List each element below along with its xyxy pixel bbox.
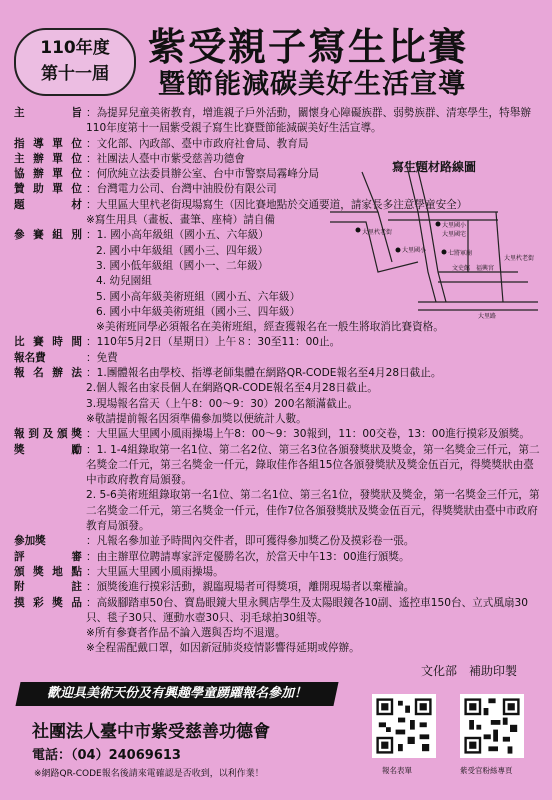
info-row <box>14 580 544 595</box>
info-label: 贊助單位 <box>14 183 82 196</box>
info-value: ※寫生用具（畫板、畫筆、座椅）請自備 <box>86 214 275 227</box>
info-value: ※全程需配戴口罩，如因新冠肺炎疫情影響得延期或停辦。 <box>86 642 360 655</box>
groups-label: 參賽組別 <box>14 229 82 242</box>
group-item: 2. 國小中年級組（國小三、四年級） <box>96 244 269 257</box>
info-row <box>14 443 544 489</box>
info-label: 評 審 <box>14 550 82 563</box>
info-value: ：1.團體報名由學校、指導老師集體在網路QR-CODE報名至4月28日截止。 <box>86 367 442 380</box>
map-label: 大里杙老街 <box>504 255 535 262</box>
signup-qr-caption: 報名表單 <box>382 766 412 775</box>
info-value: ：為提昇兒童美術教育，增進親子戶外活動，關懷身心障礙族群、弱勢族群、清寒學生，特舉辦110年度第十一屆紫受親子寫生比賽暨節能減碳美好生活宣導。 <box>86 107 531 135</box>
info-row <box>14 550 544 565</box>
info-value: ：文化部、內政部、臺中市政府社會局、教育局 <box>86 137 309 150</box>
info-row <box>14 366 544 381</box>
info-value: ※敬請提前報名因須準備參加獎以便統計人數。 <box>86 412 307 425</box>
map-label: 大里國宅 <box>442 231 467 238</box>
map-title: 寫生題材路線圖 <box>392 160 477 174</box>
info-row <box>14 626 544 641</box>
info-row <box>14 106 544 137</box>
info-label <box>14 412 86 427</box>
info-row <box>14 351 544 366</box>
group-item: 4. 幼兒園組 <box>96 275 152 288</box>
info-label: 獎 勵 <box>14 443 82 456</box>
group-item: ：1. 國小高年級組（國小五、六年級） <box>86 229 269 242</box>
signup-qr-code[interactable] <box>372 694 436 758</box>
info-row <box>14 565 544 580</box>
info-value: ：頒獎後進行摸彩活動，親臨現場者可得獎項，離開現場者以棄權論。 <box>86 581 415 594</box>
info-value: ※所有參賽者作品不論入選與否均不退還。 <box>86 627 286 640</box>
info-value: ：台灣電力公司、台灣中油股份有限公司 <box>86 183 277 196</box>
info-row <box>14 641 544 656</box>
info-label <box>14 488 86 534</box>
info-value: ：高級腳踏車50台、寶島眼鏡大里永興店學生及太陽眼鏡各10副、遙控車150台、立式風扇30只、毯子30只、運動水壺30只、羽毛球拍30組等。 <box>86 596 529 624</box>
sub-title: 暨節能減碳美好生活宣導 <box>158 69 466 100</box>
info-value: 2.個人報名由家長個人在網路QR-CODE報名至4月28日截止。 <box>86 382 378 395</box>
phone-number: 電話：（04）24069613 <box>32 748 181 763</box>
year-badge <box>14 28 136 96</box>
info-label <box>14 641 86 656</box>
info-value: ：凡報名參加並予時間內交件者，即可獲得參加獎乙份及摸彩卷一張。 <box>86 535 415 548</box>
credit-line: 文化部 補助印製 <box>421 664 518 678</box>
info-label <box>14 397 86 412</box>
info-label: 頒獎地點 <box>14 565 82 578</box>
info-value: ：何欣純立法委員辦公室、台中市警察局霧峰分局 <box>86 168 320 181</box>
badge-edition: 第十一屆 <box>41 64 109 84</box>
info-value: ：大里區大里杙老街現場寫生（因比賽地點於交通要道，請家長多注意學童安全） <box>86 198 468 211</box>
group-item: 3. 國小低年級組（國小一、二年級） <box>96 259 269 272</box>
info-value: ：1. 1-4組錄取第一名1位、第二名2位、第三名3位各頒發獎狀及獎金，第一名獎金三仟元，第二名獎金二仟元，第三名獎金一仟元，錄取佳作各組15位各頒發獎狀及獎金伍百元，得獎獎狀由臺中市政府教育局頒發。 <box>86 443 540 487</box>
info-row <box>14 488 544 534</box>
badge-year: 110年度 <box>40 38 110 58</box>
group-item: ※美術班同學必須報名在美術班組，經查獲報名在一般生將取消比賽資格。 <box>96 321 444 334</box>
info-label <box>14 213 86 228</box>
info-label: 協辦單位 <box>14 168 82 181</box>
info-value: ：110年5月2日（星期日）上午８：30至11：00止。 <box>86 336 341 349</box>
map-label: 大里國小 <box>442 222 467 229</box>
map-label: 七將軍廟 <box>448 250 473 257</box>
map-label: 福興宮 <box>476 265 495 272</box>
info-row <box>14 412 544 427</box>
info-row <box>14 534 544 549</box>
footer-note: ※網路QR-CODE報名後請來電確認是否收到，以利作業！ <box>34 769 264 779</box>
info-value: ：大里區大里國小風雨操場上午8：00～9：30報到，11：00交卷，13：00進行摸彩及頒獎。 <box>86 428 530 441</box>
info-value: ：大里區大里國小風雨操場。 <box>86 565 224 578</box>
map-label: 大里杙老街 <box>362 229 393 236</box>
info-label: 報到及頒獎 <box>14 428 82 441</box>
info-label: 主辦單位 <box>14 152 82 165</box>
map-label: 大里國小 <box>402 247 427 254</box>
fanpage-qr-code[interactable] <box>460 694 524 758</box>
info-label: 主 旨 <box>14 107 82 119</box>
info-label <box>14 626 86 641</box>
info-label: 題 材 <box>14 198 82 211</box>
route-map <box>318 152 544 330</box>
group-item: 6. 國小中年級美術班組（國小三、四年級） <box>96 305 301 318</box>
info-row <box>14 137 544 152</box>
fanpage-qr-caption: 紫受官粉絲專頁 <box>460 766 513 775</box>
info-label: 摸彩獎品 <box>14 596 82 609</box>
info-row <box>14 335 544 350</box>
info-value: 3.現場報名當天（上午8：00～9：30）200名額滿截止。 <box>86 397 359 410</box>
info-label: 參加獎 <box>14 535 46 548</box>
info-label: 報名費 <box>14 351 46 364</box>
group-item: 5. 國小高年級美術班組（國小五、六年級） <box>96 290 301 303</box>
info-label: 比賽時間 <box>14 336 82 349</box>
info-row <box>14 596 544 627</box>
info-label: 報名辦法 <box>14 367 82 380</box>
welcome-banner <box>15 682 338 706</box>
info-value: ：由主辦單位聘請專家評定優勝名次，於當天中午13：00進行頒獎。 <box>86 550 410 563</box>
banner-text: 歡迎具美術天份及有興趣學童踴躍報名參加！ <box>46 686 307 701</box>
map-label: 大里路 <box>478 313 497 320</box>
info-value: 2. 5-6美術班組錄取第一名1位、第二名1位、第三名1位，發獎狀及獎金，第一名獎金三仟元，第二名獎金二仟元，第三名獎金一仟元，佳作7位各頒發獎狀及獎金伍百元，得獎獎狀由臺中市政府教育局頒發。 <box>86 489 540 533</box>
info-value: ：免費 <box>86 351 118 364</box>
info-row <box>14 397 544 412</box>
info-row <box>14 381 544 396</box>
organizer-name: 社團法人臺中市紫受慈善功德會 <box>32 722 270 742</box>
main-title: 紫受親子寫生比賽 <box>148 24 469 69</box>
info-label <box>14 381 86 396</box>
info-label: 指導單位 <box>14 137 82 150</box>
info-row <box>14 427 544 442</box>
info-label: 附 註 <box>14 581 82 594</box>
map-label: 文史館 <box>452 265 471 272</box>
info-value: ：社團法人臺中市紫受慈善功德會 <box>86 152 245 165</box>
